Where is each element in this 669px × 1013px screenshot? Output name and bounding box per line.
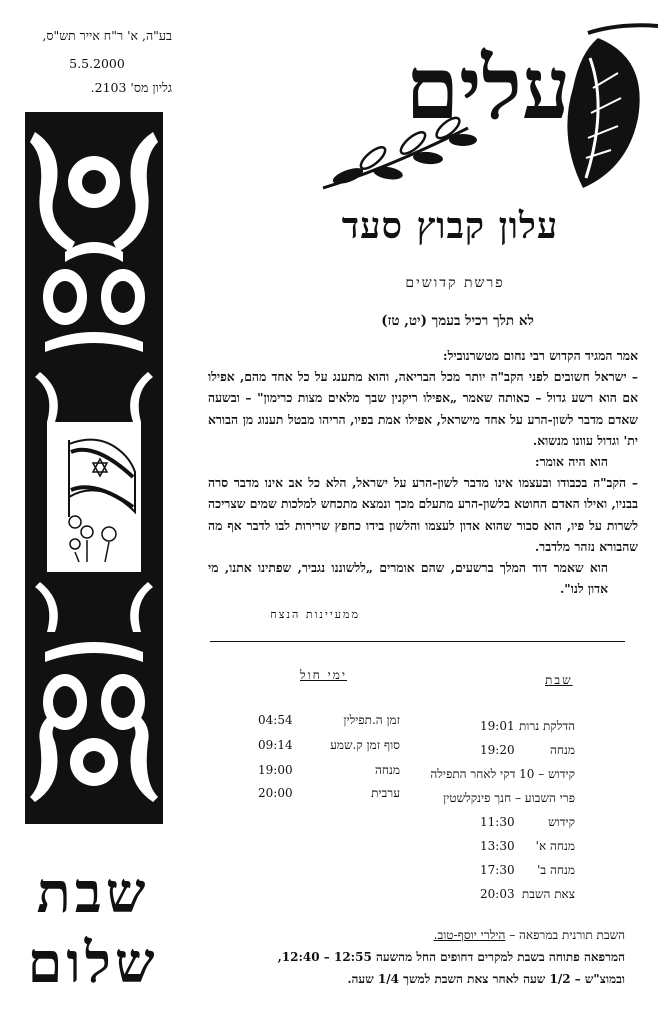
issue-number: גליון מס' 2103. — [90, 80, 172, 95]
weekday-time: 09:14 — [258, 738, 293, 752]
shabbat-time: 17:30 — [480, 863, 515, 877]
shabbat-label: צאת השבת — [521, 887, 575, 901]
leaf-icon — [567, 25, 658, 188]
shabbat-label: הדלקת נרות — [518, 719, 575, 733]
shabbat-label: מנחה א' — [535, 839, 575, 853]
shabbat-time: 13:30 — [480, 839, 515, 853]
article-intro: אמר המגיד הקדוש רבי נחום מטשרנוביל: — [443, 348, 638, 363]
shabbat-label: פרי השבוע – חנך פינקלשטין — [443, 791, 575, 805]
shabbat-label: מנחה — [549, 743, 575, 757]
divider — [210, 641, 625, 642]
article-verse: לא תלך רכיל בעמך (יט, טז) — [381, 313, 534, 329]
decorative-banner — [25, 112, 163, 824]
shabbat-word: שבת — [36, 860, 150, 926]
weekday-label: מנחה — [374, 763, 400, 777]
shabbat-label: קידוש — [548, 815, 575, 829]
clinic-hours-line: המרפאה פתוחה בשבת למקרים דחופים החל מהשעה 12:55 – 12:40, — [277, 950, 625, 964]
alim-logo — [318, 18, 663, 198]
hebrew-date: בע"ה, א' ר"ח אייר תש"ס, — [42, 28, 172, 43]
clinic-duty-line — [300, 928, 625, 943]
shabbat-time: 20:03 — [480, 887, 515, 901]
article-paragraph: הוא היה אומר: — [535, 454, 608, 470]
article-source: ממעיינות הנצח — [270, 608, 360, 621]
clinic-duty-prefix: השבת תורנית במרפאה – — [509, 928, 625, 942]
shabbat-label: מנחה ב' — [537, 863, 575, 877]
shabbat-title: שבת — [545, 673, 573, 687]
clinic-duty-name: הילרי יוסף-טוב. — [433, 928, 506, 942]
weekday-label: סוף זמן ק.שמע — [330, 738, 400, 752]
shabbat-time: 11:30 — [480, 815, 515, 829]
shabbat-time: 19:20 — [480, 743, 515, 757]
newsletter-subtitle: עלון קבוץ סעד — [341, 205, 559, 247]
shalom-word: שלום — [27, 930, 159, 996]
clinic-saturday-night-line: ובמוצ"ש – 1/2 שעה לאחר צאת השבת למשך 1/4 שעה. — [347, 972, 625, 986]
weekday-label: ערבית — [371, 786, 400, 800]
article-body — [208, 345, 638, 599]
weekdays-title: ימי חול — [300, 668, 348, 682]
article-paragraph: – הקב"ה בכבודו ובעצמו אינו מדבר לשון-הרע על ישראל, הלא כל אב אינו מדבר סרה בבניו, ואילו האדם החוטא בלשון-הרע מתעלם מכך ונמצא מתכחש למלכות שמים שצריכה לשרות על פיו, הוא סבור שהוא אדון לעצמו והלשון בידו כחפץ שרירות לבו לדבר אף מה שהבורא נזהר מלדבר. — [208, 475, 638, 554]
logo-text: עלים — [405, 38, 571, 139]
gregorian-date: 5.5.2000 — [69, 56, 125, 71]
parasha-title: פרשת קדושים — [405, 275, 505, 291]
weekday-time: 20:00 — [258, 786, 293, 800]
article-paragraph: הוא שאמר דוד המלך ברשעים, שהם אומרים „ללשוננו נגביר, שפתינו אתנו, מי אדון לנו". — [208, 560, 608, 597]
weekday-label: זמן ה.תפילין — [343, 713, 400, 727]
shabbat-label: קידוש – 10 דקי לאחר התפילה — [430, 767, 575, 781]
weekday-time: 04:54 — [258, 713, 293, 727]
article-paragraph: – ישראל חשובים לפני הקב"ה יותר מכל הבריאה, והוא מתענג על כל אחד מהם, אפילו אם הוא רשע גדול – כאותה שאמר „אפילו ריקנין שבך מלאים מצות כרימון" – ובשעה שאדם מדבר לשון-הרע על אחד מישראל, אפילו אמת בפיו, הריהו מבטל תענוג מן הבורא ית' וגדול עוונו מנשוא. — [208, 369, 638, 448]
weekday-time: 19:00 — [258, 763, 293, 777]
shabbat-time: 19:01 — [480, 719, 515, 733]
